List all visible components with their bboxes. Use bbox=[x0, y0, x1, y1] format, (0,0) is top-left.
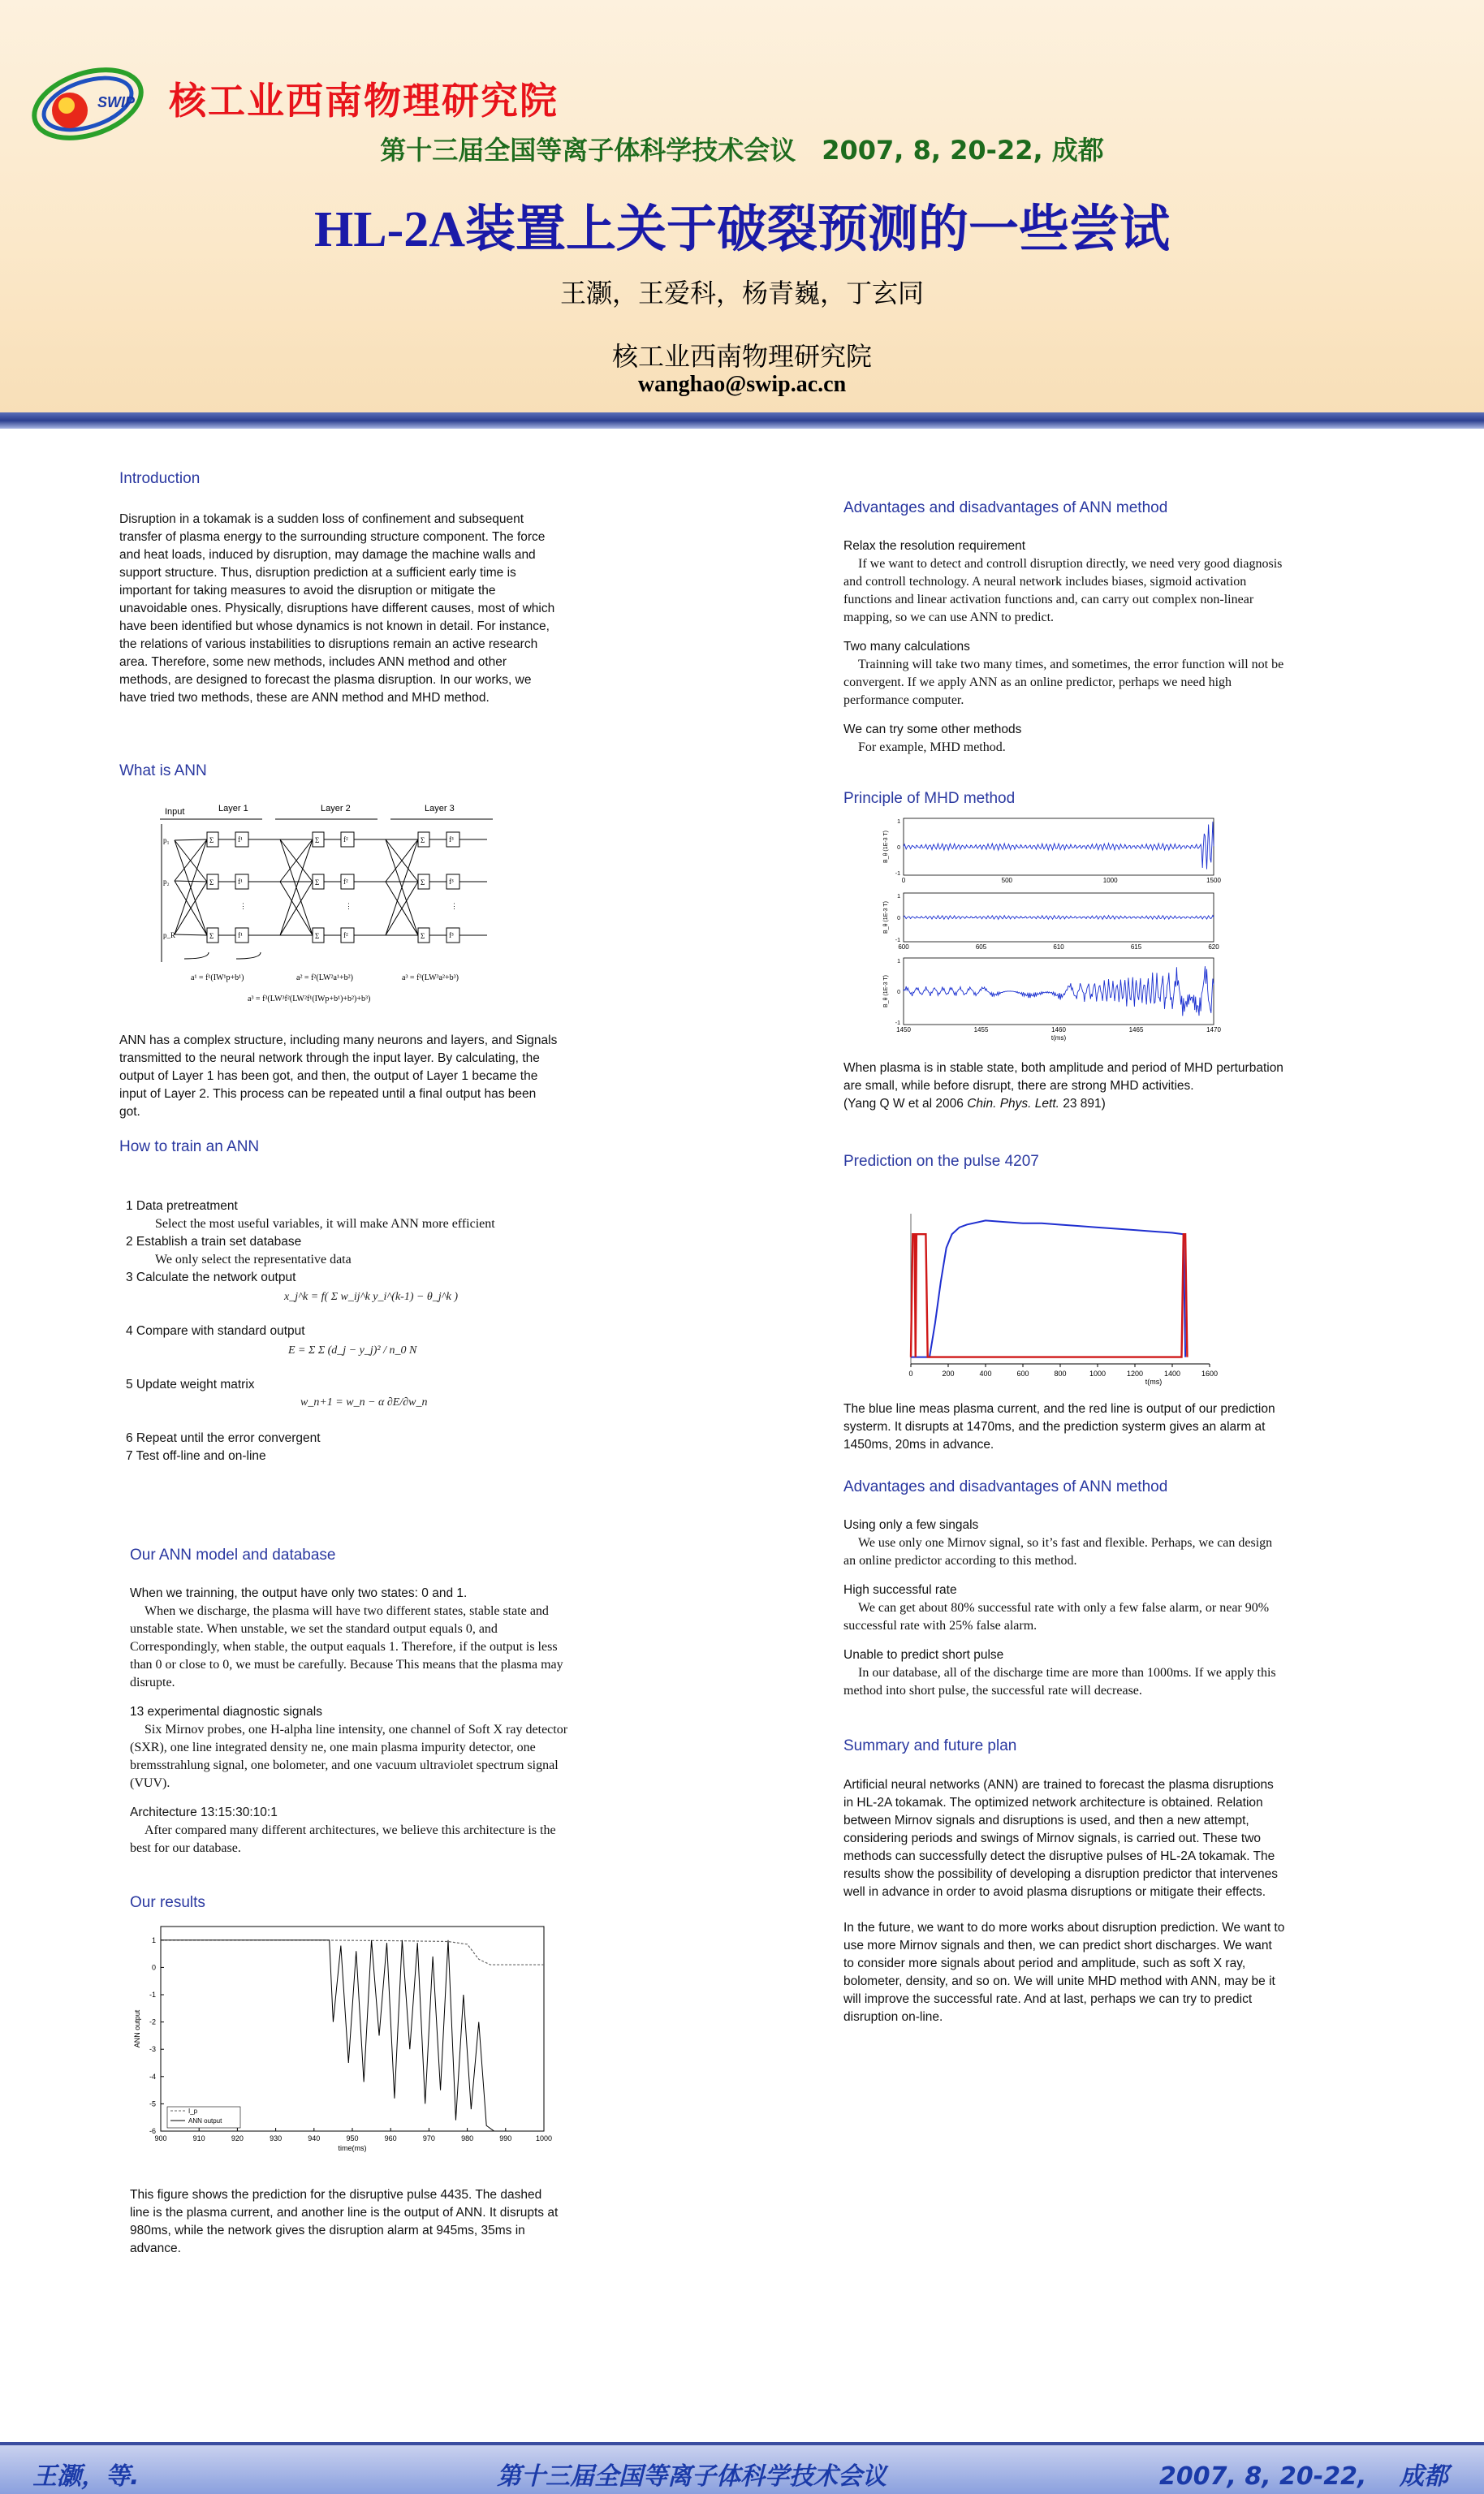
train-step-7: 7 Test off-line and on-line bbox=[126, 1449, 266, 1463]
x-tick-label: 970 bbox=[422, 2134, 435, 2142]
x-tick-label: 1465 bbox=[1128, 1026, 1144, 1033]
y-tick-label: 1 bbox=[151, 1935, 156, 1944]
y-tick-label: -3 bbox=[149, 2045, 156, 2054]
adv2-p1: We use only one Mirnov signal, so it’s fast and flexible. Perhaps, we can design an online predictor according to this method. bbox=[843, 1536, 1273, 1568]
series-line-plasma-current bbox=[911, 1220, 1185, 1357]
svg-text:f²: f² bbox=[343, 931, 348, 939]
svg-text:Σ: Σ bbox=[315, 932, 320, 940]
x-tick-label: 615 bbox=[1130, 943, 1142, 951]
institute-name: 核工业西南物理研究院 bbox=[169, 79, 559, 123]
mirnov-signal-trace bbox=[904, 966, 1214, 1016]
conference-line: 第十三届全国等离子体科学技术会议 2007, 8, 20-22, 成都 bbox=[380, 135, 1104, 166]
y-axis-label: ANN output bbox=[133, 2009, 141, 2048]
y-tick-label: 0 bbox=[897, 990, 900, 995]
eq-error: E = Σ Σ (d_j − y_j)² / n_0 N bbox=[288, 1344, 417, 1357]
model-p1-title: When we trainning, the output have only two states: 0 and 1. bbox=[130, 1586, 468, 1600]
x-tick-label: 610 bbox=[1053, 943, 1064, 951]
model-heading: Our ANN model and database bbox=[130, 1547, 336, 1564]
model-p2: Six Mirnov probes, one H-alpha line intensity, one channel of Soft X ray detector (SXR), one line integrated density ne, one main plasma impurity detector, one bremsstrahlung signal, one bolometer, and one vacuum ultraviolet spectrum signal (VUV). bbox=[130, 1723, 568, 1790]
summary-p2: In the future, we want to do more works about disruption prediction. We want to use more Mirnov signals and then, we can predict short discharges. We want to consider more signals about period and amplitude, such as soft X ray, bolometer, density, and so on. We will unite MHD method with ANN, may be it will improve the successful rate. And at last, perhaps we can try to predict disruption on-line. bbox=[843, 1921, 1285, 2024]
x-tick-label: 200 bbox=[942, 1370, 955, 1378]
model-p3: After compared many different architectures, we believe this architecture is the best for our database. bbox=[130, 1823, 556, 1855]
adv1-p1: If we want to detect and controll disruption directly, we need very good diagnosis and controll technology. A neural network includes biases, sigmoid activation functions and linear activation functions and, can carry out complex non-linear mapping, so we can use ANN to predict. bbox=[843, 557, 1283, 624]
intro-text: Disruption in a tokamak is a sudden loss of confinement and subsequent transfer of plasma energy to the surrounding structure component. The force and heat loads, induced by disruption, may damage the machine walls and support structure. Thus, disruption prediction at a sufficient early time is important for taking measures to avoid the disruption or mitigate the unavoidable ones. Physically, disruptions have different causes, most of which have been identified but whose dynamics is not known in detail. For instance, the relations of various instabilities to disruptions remain an active research area. Therefore, some new methods, includes ANN method and other methods, are designed to forecast the plasma disruption. In our works, we have tried two methods, these are ANN method and MHD method. bbox=[119, 512, 555, 705]
svg-text:f³: f³ bbox=[449, 878, 454, 886]
y-tick-label: -5 bbox=[149, 2099, 156, 2108]
x-tick-label: 800 bbox=[1054, 1370, 1067, 1378]
pred-text: The blue line meas plasma current, and the red line is output of our prediction systerm. It disrupts at 1470ms, and the prediction systerm gives an alarm at 1450ms, 20ms in advance. bbox=[843, 1402, 1275, 1452]
adv2-t2: High successful rate bbox=[843, 1583, 957, 1597]
x-tick-label: 620 bbox=[1208, 943, 1219, 951]
x-tick-label: 1500 bbox=[1206, 877, 1221, 884]
svg-text:p₁: p₁ bbox=[163, 836, 170, 844]
x-tick-label: 0 bbox=[908, 1370, 913, 1378]
x-tick-label: 990 bbox=[499, 2134, 512, 2142]
mhd-description: When plasma is in stable state, both amplitude and period of MHD perturbation are small, while before disrupt, there are strong MHD activities. bbox=[843, 1061, 1283, 1093]
series-line-prediction-output bbox=[911, 1234, 1187, 1357]
results-text: This figure shows the prediction for the disruptive pulse 4435. The dashed line is the plasma current, and another line is the output of ANN. It disrupts at 980ms, while the network gives the disruption alarm at 945ms, 35ms in advance. bbox=[130, 2188, 559, 2255]
x-tick-label: 0 bbox=[901, 877, 906, 884]
y-tick-label: 1 bbox=[897, 894, 900, 900]
train-step-4: 4 Compare with standard output bbox=[126, 1324, 305, 1338]
svg-text:f¹: f¹ bbox=[238, 878, 243, 886]
adv1-p3: For example, MHD method. bbox=[858, 740, 1006, 754]
x-tick-label: 1460 bbox=[1051, 1026, 1066, 1033]
x-tick-label: 930 bbox=[270, 2134, 283, 2142]
y-tick-label: -2 bbox=[149, 2017, 156, 2026]
svg-text:Σ: Σ bbox=[209, 878, 214, 887]
mirnov-signal-trace bbox=[904, 916, 1214, 920]
svg-text:Σ: Σ bbox=[315, 878, 320, 887]
footer-authors: 王灏，等. bbox=[32, 2462, 140, 2491]
mhd-ref-journal: Chin. Phys. Lett. bbox=[967, 1097, 1059, 1111]
x-tick-label: 920 bbox=[231, 2134, 244, 2142]
logo-text: SWIP bbox=[97, 94, 136, 110]
y-tick-label: 0 bbox=[897, 845, 900, 851]
svg-text:Σ: Σ bbox=[315, 836, 320, 844]
adv2-p2: We can get about 80% successful rate with only a few false alarm, or near 90% successful rate with 25% false alarm. bbox=[843, 1601, 1270, 1633]
adv2-t3: Unable to predict short pulse bbox=[843, 1648, 1004, 1662]
series-line-ann-output bbox=[161, 1940, 544, 2131]
x-tick-label: 900 bbox=[154, 2134, 167, 2142]
pulse-4207-chart bbox=[901, 1206, 1226, 1400]
train-step-2-note: We only select the representative data bbox=[155, 1253, 352, 1266]
mhd-ref-c: 23 891) bbox=[1059, 1097, 1106, 1111]
ann-eq-total: a³ = f³(LW³f²(LW²f¹(IWp+b¹)+b²)+b³) bbox=[248, 995, 371, 1003]
ann-eq-layer1: a¹ = f¹(IW¹p+b¹) bbox=[191, 973, 244, 982]
mhd-signal-chart bbox=[881, 812, 1238, 1047]
mirnov-signal-trace bbox=[904, 822, 1214, 869]
x-tick-label: 1200 bbox=[1126, 1370, 1144, 1378]
x-tick-label: 1000 bbox=[535, 2134, 552, 2142]
x-tick-label: 910 bbox=[192, 2134, 205, 2142]
x-tick-label: 1600 bbox=[1201, 1370, 1219, 1378]
authors: 王灏，王爱科，杨青巍，丁玄同 bbox=[559, 278, 924, 309]
svg-text:Σ: Σ bbox=[421, 932, 425, 940]
x-tick-label: 1450 bbox=[896, 1026, 911, 1033]
model-text bbox=[130, 1585, 568, 1858]
train-step-1-note: Select the most useful variables, it will make ANN more efficient bbox=[155, 1217, 495, 1231]
plot-frame bbox=[161, 1927, 544, 2131]
svg-text:Σ: Σ bbox=[209, 932, 214, 940]
adv1-p2: Trainning will take two many times, and sometimes, the error function will not be convergent. If we apply ANN as an online predictor, perhaps we need high performance computer. bbox=[843, 658, 1284, 707]
footer-date: 2007, 8, 20-22, 成都 bbox=[1159, 2462, 1448, 2491]
train-heading: How to train an ANN bbox=[119, 1138, 260, 1155]
x-tick-label: 1400 bbox=[1163, 1370, 1181, 1378]
model-p3-title: Architecture 13:15:30:10:1 bbox=[130, 1806, 278, 1819]
ann-layer1-label: Layer 1 bbox=[218, 804, 248, 813]
adv1-t2: Two many calculations bbox=[843, 640, 970, 654]
intro-heading: Introduction bbox=[119, 470, 201, 487]
eq-weight-update: w_n+1 = w_n − α ∂E/∂w_n bbox=[300, 1396, 428, 1409]
svg-text:⋮: ⋮ bbox=[451, 902, 458, 910]
x-axis-label: time(ms) bbox=[338, 2144, 367, 2152]
train-step-6: 6 Repeat until the error convergent bbox=[126, 1431, 321, 1445]
y-tick-label: 0 bbox=[897, 916, 900, 921]
adv2-text bbox=[843, 1517, 1286, 1700]
adv2-p3: In our database, all of the discharge time are more than 1000ms. If we apply this method into short pulse, the successful rate will decrease. bbox=[843, 1666, 1276, 1698]
svg-text:p₂: p₂ bbox=[163, 878, 170, 886]
x-tick-label: 605 bbox=[975, 943, 987, 951]
series-line-plasma-current bbox=[161, 1940, 544, 1965]
train-steps bbox=[126, 1197, 548, 1465]
y-axis-label: B_θ (1E-3 T) bbox=[883, 831, 889, 863]
affiliation: 核工业西南物理研究院 bbox=[611, 341, 872, 372]
x-tick-label: 1470 bbox=[1206, 1026, 1221, 1033]
mhd-reference bbox=[843, 1095, 1286, 1113]
legend-label: ANN output bbox=[188, 2117, 222, 2125]
eq-network-output: x_j^k = f( Σ w_ij^k y_i^(k-1) − θ_j^k ) bbox=[284, 1291, 458, 1303]
svg-text:Σ: Σ bbox=[421, 878, 425, 887]
ann-input-label: Input bbox=[165, 807, 185, 817]
model-p1: When we discharge, the plasma will have two different states, stable state and unstable state. When unstable, we set the standard output equals 0, and Correspondingly, when stable, the output eaquals 1. Therefore, if the output is less than 0 or close to 0, we must be carefully. Because This means that the plasma may disrupte. bbox=[130, 1604, 563, 1689]
panel-frame bbox=[904, 818, 1214, 875]
svg-text:f¹: f¹ bbox=[238, 835, 243, 844]
ann-text: ANN has a complex structure, including many neurons and layers, and Signals transmitted to the neural network through the input layer. By calculating, the output of Layer 1 has been got, and then, the output of Layer 1 became the input of Layer 2. This process can be repeated until a final output has been got. bbox=[119, 1033, 558, 1119]
ann-eq-layer2: a² = f²(LW²a¹+b²) bbox=[296, 973, 353, 982]
x-tick-label: 950 bbox=[346, 2134, 359, 2142]
adv1-t3: We can try some other methods bbox=[843, 723, 1022, 736]
y-tick-label: 0 bbox=[151, 1963, 156, 1972]
adv1-t1: Relax the resolution requirement bbox=[843, 539, 1026, 553]
y-tick-label: -4 bbox=[149, 2072, 156, 2081]
train-step-5: 5 Update weight matrix bbox=[126, 1378, 255, 1392]
pred-heading: Prediction on the pulse 4207 bbox=[843, 1153, 1039, 1170]
svg-text:Σ: Σ bbox=[209, 836, 214, 844]
y-tick-label: -1 bbox=[895, 1020, 900, 1026]
x-tick-label: 940 bbox=[308, 2134, 321, 2142]
x-tick-label: 1000 bbox=[1089, 1370, 1107, 1378]
svg-text:f³: f³ bbox=[449, 931, 454, 939]
ann-diagram bbox=[158, 800, 499, 1015]
x-tick-label: 1000 bbox=[1102, 877, 1118, 884]
footer-conference: 第十三届全国等离子体科学技术会议 bbox=[497, 2462, 887, 2491]
mhd-ref-a: (Yang Q W et al 2006 bbox=[843, 1097, 968, 1111]
ann-layer2-label: Layer 2 bbox=[321, 804, 351, 813]
y-tick-label: 1 bbox=[897, 959, 900, 964]
adv2-heading: Advantages and disadvantages of ANN method bbox=[843, 1478, 1168, 1495]
svg-text:f²: f² bbox=[343, 878, 348, 886]
ann-layer3-label: Layer 3 bbox=[425, 804, 455, 813]
header-divider bbox=[0, 412, 1484, 429]
x-tick-label: 960 bbox=[384, 2134, 397, 2142]
panel-frame bbox=[904, 958, 1214, 1025]
adv1-heading: Advantages and disadvantages of ANN method bbox=[843, 499, 1168, 516]
svg-text:f²: f² bbox=[343, 835, 348, 844]
y-tick-label: -1 bbox=[895, 938, 900, 943]
y-tick-label: -1 bbox=[895, 871, 900, 877]
x-tick-label: 600 bbox=[1016, 1370, 1029, 1378]
x-axis-label: t(ms) bbox=[1050, 1034, 1067, 1042]
mhd-text bbox=[843, 1059, 1286, 1113]
x-axis-label: t(ms) bbox=[1145, 1378, 1163, 1386]
svg-text:⋮: ⋮ bbox=[239, 902, 247, 910]
summary-text bbox=[843, 1776, 1286, 2026]
x-tick-label: 500 bbox=[1001, 877, 1013, 884]
y-tick-label: 1 bbox=[897, 819, 900, 825]
model-p2-title: 13 experimental diagnostic signals bbox=[130, 1705, 322, 1719]
y-tick-label: -6 bbox=[149, 2127, 156, 2135]
x-tick-label: 400 bbox=[979, 1370, 992, 1378]
email: wanghao@swip.ac.cn bbox=[637, 372, 847, 397]
summary-heading: Summary and future plan bbox=[843, 1737, 1017, 1754]
y-axis-label: B_θ (1E-3 T) bbox=[883, 901, 889, 934]
train-step-2: 2 Establish a train set database bbox=[126, 1235, 302, 1249]
ann-eq-layer3: a³ = f³(LW³a²+b³) bbox=[402, 973, 459, 982]
x-tick-label: 1455 bbox=[973, 1026, 989, 1033]
svg-text:⋮: ⋮ bbox=[345, 902, 352, 910]
legend-label: I_p bbox=[188, 2108, 198, 2115]
svg-text:f¹: f¹ bbox=[238, 931, 243, 939]
y-tick-label: -1 bbox=[149, 1991, 156, 1999]
ann-heading: What is ANN bbox=[119, 762, 207, 779]
ann-results-chart bbox=[130, 1920, 552, 2155]
adv2-t1: Using only a few singals bbox=[843, 1518, 979, 1532]
train-step-3: 3 Calculate the network output bbox=[126, 1271, 296, 1284]
x-tick-label: 600 bbox=[898, 943, 909, 951]
adv1-text bbox=[843, 537, 1286, 757]
train-step-1: 1 Data pretreatment bbox=[126, 1199, 238, 1213]
mhd-heading: Principle of MHD method bbox=[843, 790, 1016, 807]
panel-frame bbox=[904, 893, 1214, 942]
results-heading: Our results bbox=[130, 1894, 205, 1911]
summary-p1: Artificial neural networks (ANN) are trained to forecast the plasma disruptions in HL-2A tokamak. The optimized network architecture is obtained. Relation between Mirnov signals and disruptions is used, and then a new attempt, considering periods and swings of Mirnov signals, is carried out. These two methods can successfully detect the disruptive pulses of HL-2A tokamak. The results show the possibility of developing a disruption predictor that intervenes well in advance in order to avoid plasma disruptions or mitigate their effects. bbox=[843, 1778, 1279, 1899]
svg-text:f³: f³ bbox=[449, 835, 454, 844]
y-axis-label: B_θ (1E-3 T) bbox=[883, 975, 889, 1008]
poster-title: HL-2A装置上关于破裂预测的一些尝试 bbox=[313, 202, 1170, 257]
svg-text:Σ: Σ bbox=[421, 836, 425, 844]
x-tick-label: 980 bbox=[461, 2134, 474, 2142]
svg-text:p_R: p_R bbox=[163, 931, 176, 939]
